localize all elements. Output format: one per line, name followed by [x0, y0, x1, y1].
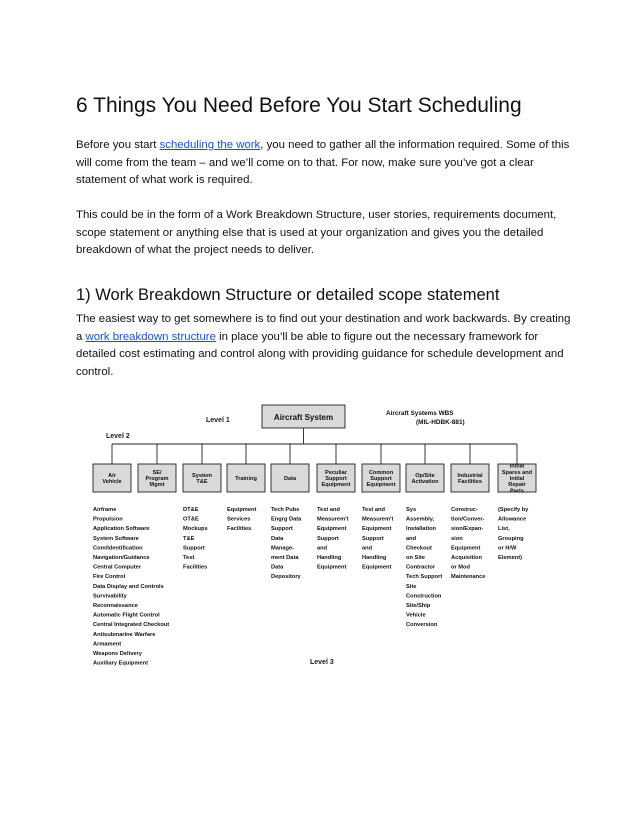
common-support-equipment-item: Support: [362, 535, 384, 542]
air-vehicle-item: System Software: [93, 535, 139, 542]
common-support-equipment-item: Measurem't: [362, 516, 394, 523]
data-item: Manage-: [271, 545, 295, 552]
wbs-source-standard: (MIL-HDBK-881): [416, 419, 465, 426]
air-vehicle-item: Central Integrated Checkout: [93, 622, 170, 629]
op-site-activation-box-label: Op/Site: [415, 472, 435, 479]
aircraft-system-label: Aircraft System: [273, 413, 334, 422]
op-site-activation-item: Vehicle: [406, 612, 426, 619]
work-breakdown-structure-link[interactable]: work breakdown structure: [85, 330, 216, 343]
system-t-e-box-label: System: [192, 472, 212, 479]
peculiar-support-equipment-box-label: Peculiar: [325, 469, 347, 476]
peculiar-support-equipment-item: and: [317, 545, 328, 552]
page-title: 6 Things You Need Before You Start Scheduling: [76, 94, 522, 117]
op-site-activation-box-label: Activation: [411, 479, 439, 486]
peculiar-support-equipment-item: Support: [317, 535, 339, 542]
system-t-e-item: DT&E: [183, 507, 199, 513]
data-item: Engrg Data: [271, 516, 302, 523]
air-vehicle-item: Airframe: [93, 507, 117, 513]
op-site-activation-item: Site/Ship: [406, 603, 431, 609]
air-vehicle-item: Central Computer: [93, 564, 142, 571]
common-support-equipment-box-label: Equipment: [366, 482, 396, 489]
initial-spares-and-initial-repair-parts-box-label: Parts: [510, 488, 524, 495]
data-box-label: Data: [283, 476, 297, 482]
initial-spares-and-initial-repair-parts-item: or H/W: [498, 545, 517, 552]
intro-text-start: Before you start: [76, 139, 160, 151]
air-vehicle-item: Automatic Flight Control: [93, 612, 160, 619]
common-support-equipment-item: Equipment: [362, 564, 392, 571]
air-vehicle-item: Auxiliary Equipment: [93, 660, 148, 667]
common-support-equipment-box-label: Common: [368, 469, 394, 476]
air-vehicle-item: Fire Control: [93, 574, 126, 581]
op-site-activation-item: Checkout: [406, 545, 432, 552]
initial-spares-and-initial-repair-parts-item: Grouping: [498, 535, 524, 542]
air-vehicle-box-label: Vehicle: [102, 479, 122, 486]
op-site-activation-item: Installation: [406, 526, 437, 533]
wbs-diagram-svg: [76, 398, 566, 703]
initial-spares-and-initial-repair-parts-item: Element): [498, 555, 523, 561]
air-vehicle-box-label: Air: [108, 472, 116, 479]
section-1-text-start: The easiest way to get somewhere is to find out your destination and work backwards. By creating a: [76, 313, 571, 343]
wbs-diagram: [76, 398, 566, 703]
industrial-facilities-box-label: Industrial: [457, 472, 483, 479]
air-vehicle-item: Antisubmarine Warfare: [93, 631, 156, 638]
training-box-label: Training: [235, 476, 257, 482]
initial-spares-and-initial-repair-parts-item: List,: [498, 526, 510, 533]
op-site-activation-item: Contractor: [406, 564, 436, 571]
level-2-label: Level 2: [106, 433, 130, 440]
industrial-facilities-box-label: Facilities: [458, 479, 482, 486]
air-vehicle-item: Propulsion: [93, 516, 123, 523]
data-item: Support: [271, 526, 293, 533]
initial-spares-and-initial-repair-parts-box-label: Repair: [508, 482, 526, 489]
air-vehicle-item: Navigation/Guidance: [93, 555, 150, 561]
industrial-facilities-item: Equipment: [451, 545, 481, 552]
section-1-text-end: in place you’ll be able to figure out the necessary framework for detailed cost estimating and control along with providing guidance for schedule development and control.: [76, 330, 564, 378]
peculiar-support-equipment-item: Measurem't: [317, 516, 349, 523]
data-item: Tech Pubs: [271, 507, 300, 513]
se-program-mgmt-box-label: SE/: [152, 469, 162, 476]
air-vehicle-item: Weapons Delivery: [93, 651, 142, 657]
op-site-activation-item: Sys: [406, 507, 417, 513]
initial-spares-and-initial-repair-parts-box-label: Spares and: [501, 469, 533, 476]
common-support-equipment-item: Test and: [362, 507, 385, 513]
air-vehicle-item: Survivability: [93, 593, 127, 600]
system-t-e-item: Mockups: [183, 526, 208, 533]
data-item: ment Data: [271, 555, 299, 561]
air-vehicle-item: Application Software: [93, 526, 150, 533]
op-site-activation-item: Site: [406, 583, 417, 590]
data-item: Depository: [271, 574, 301, 581]
system-t-e-item: T&E: [183, 535, 195, 542]
peculiar-support-equipment-box-label: Support: [325, 476, 347, 482]
op-site-activation-item: on Site: [406, 555, 425, 561]
air-vehicle-item: Armament: [93, 641, 122, 648]
air-vehicle-item: Data Display and Controls: [93, 583, 164, 590]
training-item: Facilities: [227, 526, 252, 533]
peculiar-support-equipment-item: Test and: [317, 507, 340, 513]
common-support-equipment-box-label: Support: [370, 476, 392, 482]
initial-spares-and-initial-repair-parts-box-label: Initial: [509, 463, 525, 470]
peculiar-support-equipment-item: Handling: [317, 555, 342, 561]
intro-paragraph: [76, 137, 576, 190]
common-support-equipment-item: and: [362, 545, 373, 552]
intro-text-end: , you need to gather all the information required. Some of this will come from the team – and we’ll come on to that. For now, make sure you’ve got a clear statement of what work is required.: [76, 139, 570, 186]
training-item: Services: [227, 516, 251, 523]
op-site-activation-item: Conversion: [406, 622, 438, 629]
industrial-facilities-item: Maintenance: [451, 574, 486, 581]
scheduling-the-work-link[interactable]: scheduling the work: [159, 139, 261, 151]
industrial-facilities-item: sion: [451, 535, 463, 542]
section-1-paragraph: [76, 311, 576, 381]
op-site-activation-item: Construction: [406, 593, 442, 600]
training-item: Equipment: [227, 507, 257, 513]
industrial-facilities-item: tion/Conver-: [451, 516, 485, 523]
initial-spares-and-initial-repair-parts-box-label: Initial: [509, 476, 525, 482]
peculiar-support-equipment-item: Equipment: [317, 564, 347, 571]
data-item: Data: [271, 535, 284, 542]
system-t-e-item: Test: [183, 555, 195, 561]
section-1-heading: 1) Work Breakdown Structure or detailed scope statement: [76, 286, 500, 304]
initial-spares-and-initial-repair-parts-item: Allowance: [498, 516, 527, 523]
op-site-activation-item: and: [406, 535, 417, 542]
se-program-mgmt-box-label: Mgmt: [149, 482, 165, 489]
air-vehicle-item: Com/Identification: [93, 545, 143, 552]
op-site-activation-item: Tech Support: [406, 574, 443, 581]
system-t-e-item: Support: [183, 545, 205, 552]
common-support-equipment-item: Handling: [362, 555, 387, 561]
peculiar-support-equipment-item: Equipment: [317, 526, 347, 533]
industrial-facilities-item: Acquisition: [451, 555, 482, 561]
wbs-forms-paragraph: This could be in the form of a Work Breakdown Structure, user stories, requirements document, scope statement or anything else that is used at your organization and gives you the detailed breakdown of what the project needs to deliver.: [76, 209, 557, 256]
industrial-facilities-item: or Mod: [451, 564, 470, 571]
system-t-e-box-label: T&E: [196, 479, 208, 486]
se-program-mgmt-box-label: Program: [145, 476, 169, 482]
op-site-activation-item: Assembly,: [406, 516, 435, 523]
common-support-equipment-item: Equipment: [362, 526, 392, 533]
industrial-facilities-item: sion/Expan-: [451, 526, 484, 533]
system-t-e-item: OT&E: [183, 516, 199, 523]
data-item: Data: [271, 564, 284, 571]
peculiar-support-equipment-box-label: Equipment: [321, 482, 351, 489]
wbs-source-title: Aircraft Systems WBS: [386, 410, 454, 417]
level-1-label: Level 1: [206, 417, 230, 424]
initial-spares-and-initial-repair-parts-item: (Specify by: [498, 507, 529, 513]
air-vehicle-item: Reconnaissance: [93, 603, 138, 609]
industrial-facilities-item: Construc-: [451, 507, 478, 513]
level-3-label: Level 3: [310, 659, 334, 666]
system-t-e-item: Facilities: [183, 564, 208, 571]
